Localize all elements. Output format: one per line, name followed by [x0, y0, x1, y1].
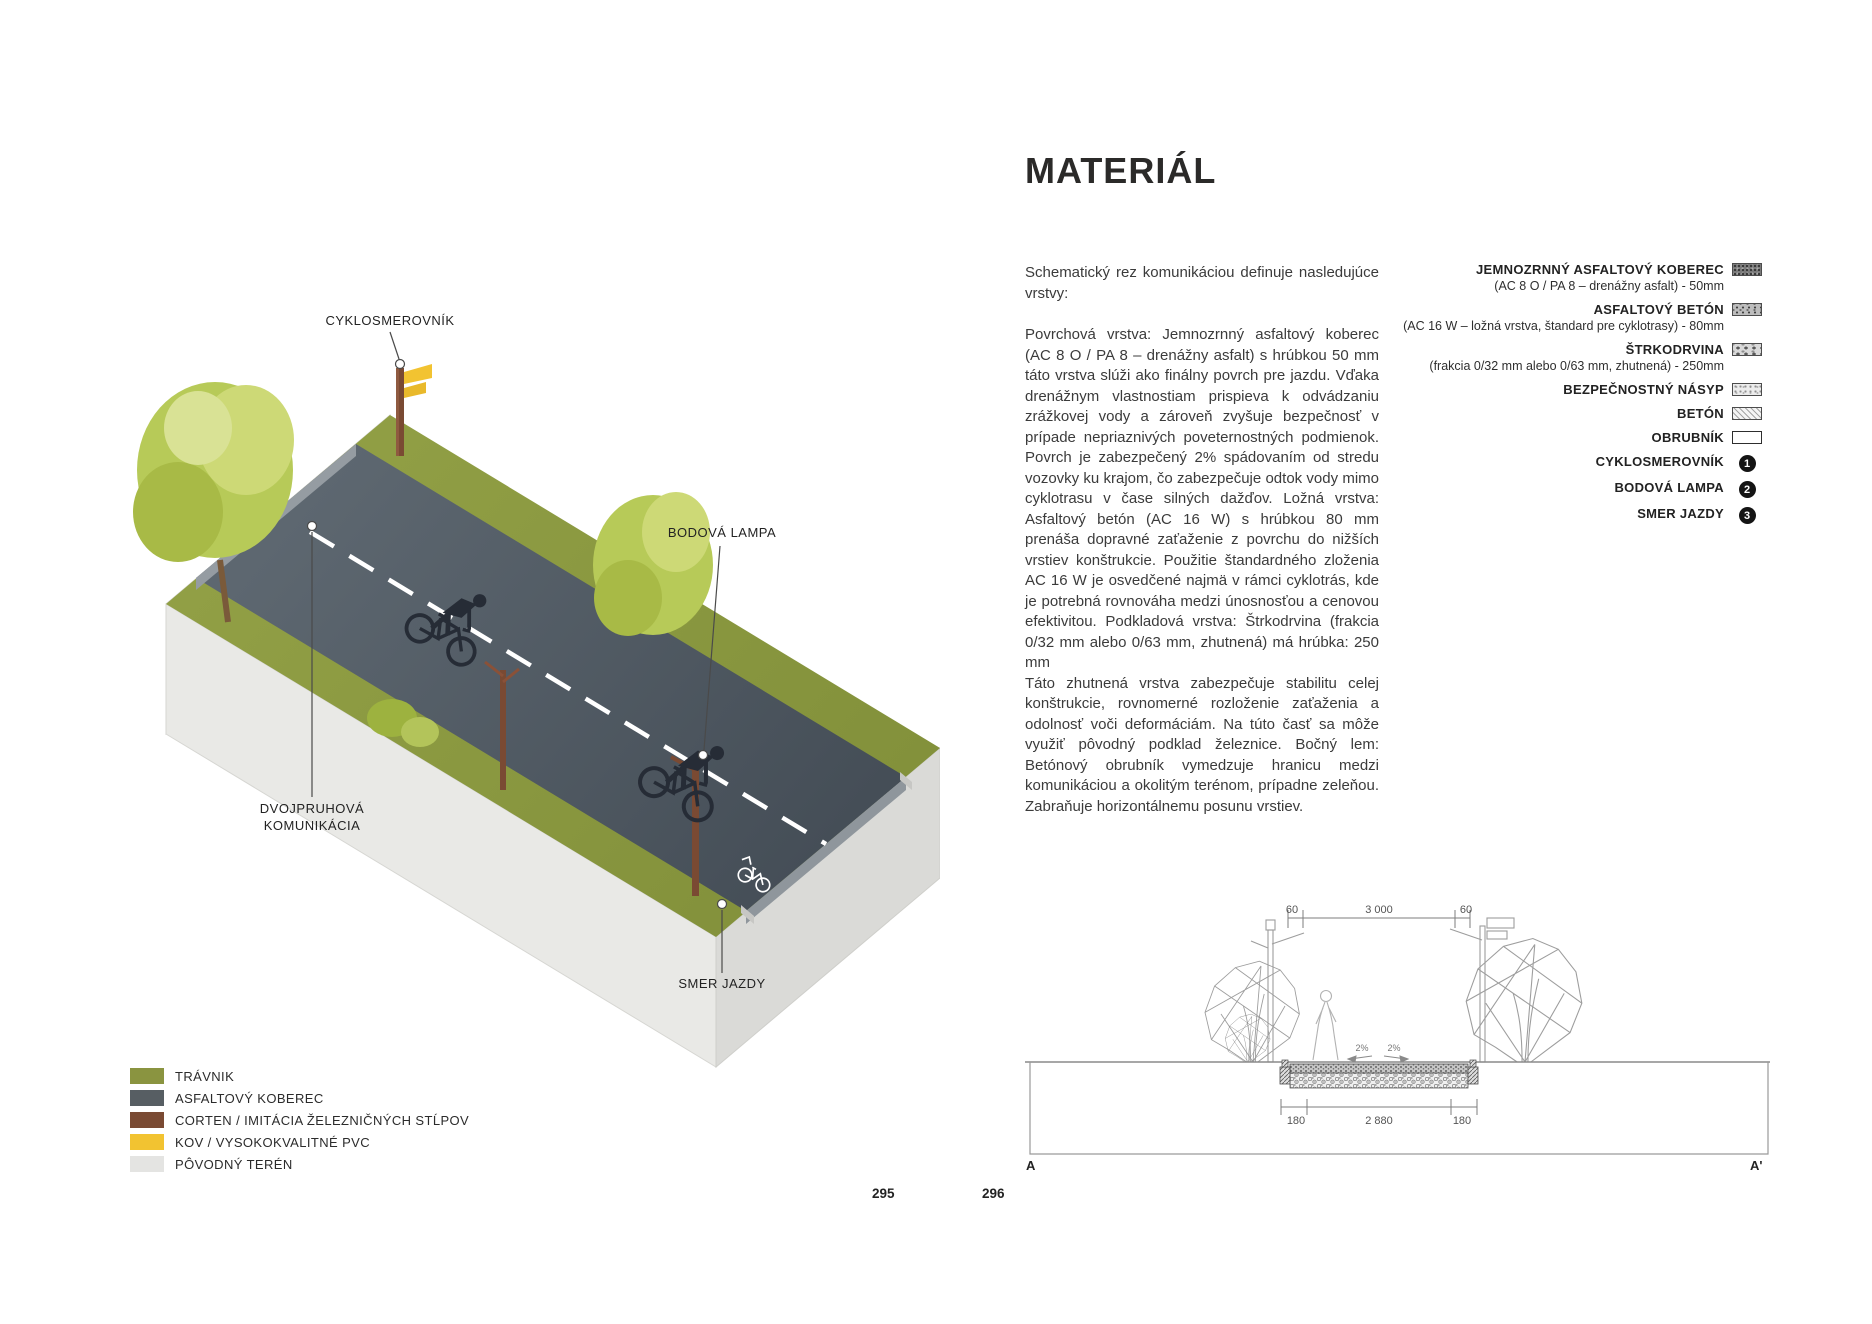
material-row: [1403, 430, 1762, 446]
legend-label: ASFALTOVÝ KOBEREC: [175, 1090, 324, 1106]
material-label: CYKLOSMEROVNÍK: [1595, 454, 1724, 469]
dim-top-right: 60: [1459, 904, 1473, 916]
isometric-cycle-path-illustration: [60, 320, 940, 1080]
asphalt-concrete-swatch-icon: [1732, 303, 1762, 316]
page-title: MATERIÁL: [1025, 150, 1217, 191]
material-label: OBRUBNÍK: [1651, 430, 1724, 445]
dim-top-left: 60: [1285, 904, 1299, 916]
material-label: ASFALTOVÝ BETÓN: [1593, 302, 1724, 317]
legend-row: [130, 1134, 469, 1150]
material-row: [1403, 406, 1762, 422]
callout-cyklosmerovnik: [280, 312, 500, 329]
slope-right-label: 2%: [1387, 1043, 1401, 1053]
legend-label: PÔVODNÝ TERÉN: [175, 1156, 293, 1172]
line-tree-icon: [1466, 939, 1582, 1062]
dim-bottom-left: 180: [1286, 1115, 1306, 1127]
construction-bed: [1280, 1060, 1478, 1088]
dim-bottom-center: 2 880: [1365, 1115, 1393, 1127]
material-sub: (frakcia 0/32 mm alebo 0/63 mm, zhutnená) - 250mm: [1429, 359, 1724, 373]
section-marker-a-prime: A': [1750, 1158, 1763, 1173]
dim-top-center: 3 000: [1365, 904, 1393, 916]
legend-label: TRÁVNIK: [175, 1068, 235, 1084]
line-tree-icon: [1205, 961, 1299, 1062]
material-label: BODOVÁ LAMPA: [1614, 480, 1724, 495]
curb-swatch-icon: [1732, 431, 1762, 444]
callout-dvojpruhova-line2: KOMUNIKÁCIA: [263, 818, 361, 833]
marker-2-icon: 2: [1739, 481, 1756, 498]
povodny-teren-swatch-icon: [130, 1156, 164, 1172]
legend-label: KOV / VYSOKOKVALITNÉ PVC: [175, 1134, 371, 1150]
material-label: SMER JAZDY: [1637, 506, 1724, 521]
concrete-swatch-icon: [1732, 407, 1762, 420]
material-row: [1403, 382, 1762, 398]
material-row: [1403, 262, 1762, 294]
material-row: [1403, 480, 1762, 498]
line-bush-icon: [1225, 1014, 1270, 1062]
travnik-swatch-icon: [130, 1068, 164, 1084]
material-sub: (AC 16 W – ložná vrstva, štandard pre cyklotrasy) - 80mm: [1403, 319, 1724, 333]
gravel-swatch-icon: [1732, 343, 1762, 356]
curb-right-icon: [1468, 1067, 1478, 1084]
material-label: JEMNOZRNNÝ ASFALTOVÝ KOBEREC: [1476, 262, 1724, 277]
asfalt-swatch-icon: [130, 1090, 164, 1106]
marker-1-icon: 1: [1739, 455, 1756, 472]
safety-fill-swatch-icon: [1732, 383, 1762, 396]
tree-icon: [593, 492, 713, 636]
material-sub: (AC 8 O / PA 8 – drenážny asfalt) - 50mm: [1494, 279, 1724, 293]
kov-pvc-swatch-icon: [130, 1134, 164, 1150]
person-line-icon: [1313, 991, 1338, 1061]
material-row: [1403, 506, 1762, 524]
callout-smer-jazdy-label: SMER JAZDY: [678, 976, 766, 991]
legend-row: [130, 1090, 469, 1106]
intro-paragraph: Schematický rez komunikáciou definuje nasledujúce vrstvy:: [1025, 264, 1379, 302]
fine-asphalt-swatch-icon: [1732, 263, 1762, 276]
cross-section-drawing: [1020, 902, 1780, 1174]
body-text: [1025, 263, 1379, 817]
materials-legend: [1403, 262, 1762, 532]
material-row: [1403, 302, 1762, 334]
page-number-right: 296: [982, 1186, 1005, 1201]
callout-bodova-lampa: [612, 524, 832, 541]
dim-bottom-right: 180: [1452, 1115, 1472, 1127]
callout-dvojpruhova-line1: DVOJPRUHOVÁ: [259, 801, 365, 816]
callout-dvojpruhova-komunikacia: [202, 800, 422, 834]
paragraph-base: Táto zhutnená vrstva zabezpečuje stabilitu celej konštrukcie, rovnomerné rozloženie zaťaženia a odolnosť voči deformáciám. Na túto časť sa môže využiť pôvodný podklad železnice. Bočný lem: Betónový obrubník vymedzuje hranicu medzi komunikáciou a okolitým terénom, prípadne zeleňou. Zabraňuje horizontálnemu posunu vrstiev.: [1025, 674, 1379, 815]
legend-row: [130, 1068, 469, 1084]
material-label: ŠTRKODRVINA: [1625, 342, 1724, 357]
legend-label: CORTEN / IMITÁCIA ŽELEZNIČNÝCH STĹPOV: [175, 1112, 470, 1128]
legend-row: [130, 1112, 469, 1128]
marker-3-icon: 3: [1739, 507, 1756, 524]
material-label: BEZPEČNOSTNÝ NÁSYP: [1563, 382, 1724, 397]
bottom-dimension-line: [1281, 1099, 1477, 1115]
page-number-left: 295: [872, 1186, 895, 1201]
material-label: BETÓN: [1677, 406, 1724, 421]
material-row: [1403, 342, 1762, 374]
material-row: [1403, 454, 1762, 472]
callout-cyklosmerovnik-label: CYKLOSMEROVNÍK: [325, 313, 455, 328]
section-marker-a: A: [1026, 1158, 1036, 1173]
curb-left-icon: [1280, 1067, 1290, 1084]
legend-row: [130, 1156, 469, 1172]
corten-swatch-icon: [130, 1112, 164, 1128]
color-legend: [130, 1068, 469, 1178]
callout-smer-jazdy: [612, 975, 832, 992]
slope-arrows-icon: [1348, 1056, 1408, 1062]
slope-left-label: 2%: [1355, 1043, 1369, 1053]
callout-bodova-lampa-label: BODOVÁ LAMPA: [667, 525, 777, 540]
paragraph-layers: Povrchová vrstva: Jemnozrnný asfaltový koberec (AC 8 O / PA 8 – drenážny asfalt) s hrúbkou 50 mm táto vrstva slúži ako finálny povrch pre jazdu. Vďaka drenážnym vlastnostiam prispieva k odvádzaniu zrážkovej vody a zároveň zvyšuje bezpečnosť v prípade nepriaznivých poveternostných podmienok. Povrch je zabezpečený 2% spádovaním od stredu vozovky ku krajom, čo zabezpečuje odtok vody mimo cyklotrasu v čase silných dažďov. Ložná vrstva: Asfaltový betón (AC 16 W) s hrúbkou 80 mm prenáša dopravné zaťaženie z povrchu do nižších vrstiev konštrukcie. Použitie štandardného zloženia AC 16 W je osvedčené najmä v rámci cyklotrás, kde je potrebná rovnováha medzi únosnosťou a cenovou efektivitou. Podkladová vrstva: Štrkodrvina (frakcia 0/32 mm alebo 0/63 mm, zhutnená) má hrúbka: 250 mm: [1025, 326, 1379, 671]
